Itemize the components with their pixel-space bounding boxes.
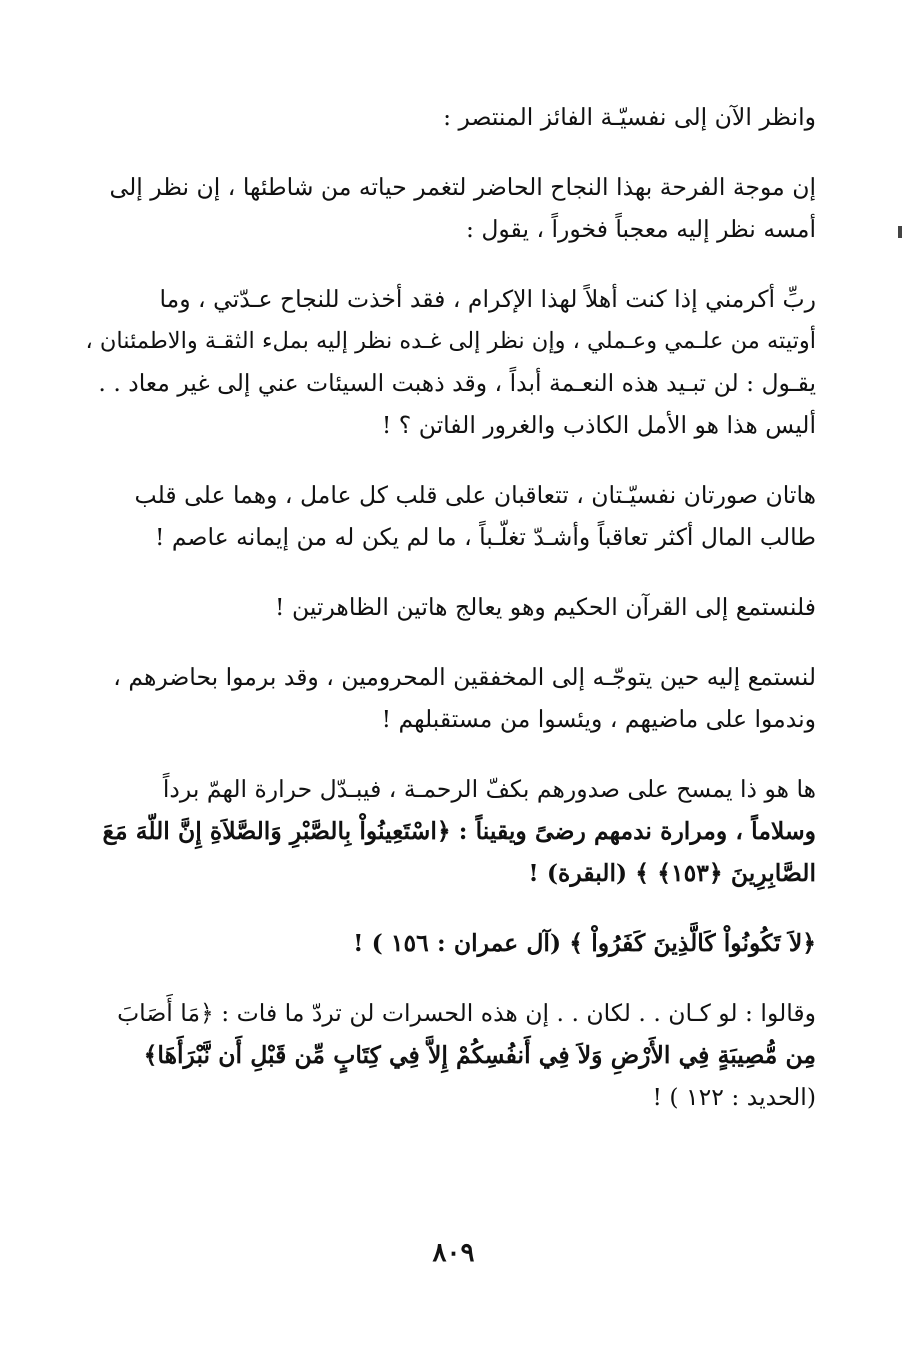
text-line: أليس هذا هو الأمل الكاذب والغرور الفاتن ؟ ! — [381, 411, 816, 439]
text-line: وانظر الآن إلى نفسيّـة الفائز المنتصر : — [443, 103, 816, 131]
text-line: (الحديد : ١٢٢ ) ! — [652, 1083, 816, 1111]
text-line: فلنستمع إلى القرآن الحكيم وهو يعالج هاتين الظاهرتين ! — [275, 593, 816, 621]
text-line: ها هو ذا يمسح على صدورهم بكفّ الرحمـة ، فيبـدّل حرارة الهمّ برداً — [162, 775, 816, 803]
text-line: وقالوا : لو كـان . . لكان . . إن هذه الحسرات لن تردّ ما فات : ﴿مَا أَصَابَ — [117, 999, 816, 1027]
text-line: ربِّ أكرمني إذا كنت أهلاً لهذا الإكرام ، فقد أخذت للنجاح عـدّتي ، وما — [159, 285, 816, 313]
text-line: أوتيته من علـمي وعـملي ، وإن نظر إلى غـده نظر إليه بملء الثقـة والاطمئنان ، — [85, 328, 816, 354]
text-line: طالب المال أكثر تعاقباً وأشـدّ تغلّـباً ، ما لم يكن له من إيمانه عاصم ! — [154, 523, 816, 551]
quran-verse-line: وسلاماً ، ومرارة ندمهم رضىً ويقيناً : ﴿اسْتَعِينُواْ بِالصَّبْرِ وَالصَّلاَةِ إِنَّ اللّهَ مَعَ — [102, 817, 816, 845]
text-line: وندموا على ماضيهم ، ويئسوا من مستقبلهم ! — [381, 705, 816, 733]
quran-verse-line: الصَّابِرِينَ ﴿١٥٣﴾ ﴾ (البقرة) ! — [528, 859, 816, 887]
text-line: أمسه نظر إليه معجباً فخوراً ، يقول : — [465, 215, 816, 243]
text-line: يقـول : لن تبـيد هذه النعـمة أبداً ، وقد ذهبت السيئات عني إلى غير معاد . . — [98, 369, 816, 397]
quran-verse-line: ﴿لاَ تَكُونُواْ كَالَّذِينَ كَفَرُواْ ﴾ (آل عمران : ١٥٦ ) ! — [353, 929, 816, 957]
quran-verse-line: مِن مُّصِيبَةٍ فِي الأَرْضِ وَلاَ فِي أَنفُسِكُمْ إِلاَّ فِي كِتَابٍ مِّن قَبْلِ أَن نَّبْرَأَهَا﴾ — [143, 1041, 816, 1069]
text-line: إن موجة الفرحة بهذا النجاح الحاضر لتغمر حياته من شاطئها ، إن نظر إلى — [109, 173, 816, 201]
page-body — [70, 96, 816, 1118]
text-line: هاتان صورتان نفسيّـتان ، تتعاقبان على قلب كل عامل ، وهما على قلب — [134, 481, 816, 509]
page-number: ٨٠٩ — [432, 1238, 475, 1268]
margin-mark — [898, 226, 902, 238]
text-line: لنستمع إليه حين يتوجّـه إلى المخفقين المحرومين ، وقد برموا بحاضرهم ، — [113, 663, 816, 691]
